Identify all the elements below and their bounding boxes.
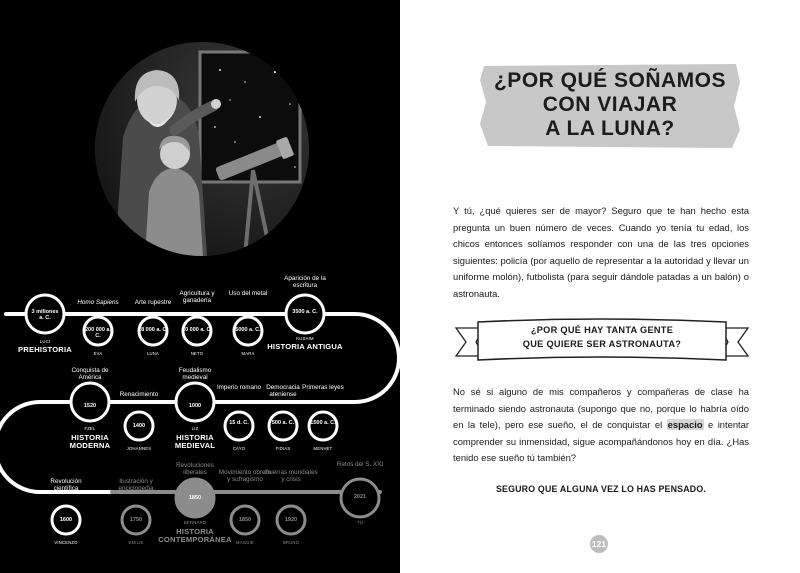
character-name: CAYO: [232, 446, 246, 451]
character-name: LUNA: [147, 351, 159, 356]
chapter-title: [478, 69, 742, 141]
event-label: Primeras leyes: [302, 384, 344, 391]
character-name: LIZ: [191, 426, 199, 431]
era-label: HISTORIA CONTEMPORÁNEA: [158, 527, 232, 544]
event-label: Homo Sapiens: [77, 299, 119, 306]
event-label: Agricultura y ganadería: [179, 290, 215, 304]
event-label: Arte rupestre: [134, 299, 172, 306]
node-date: 15 d. C.: [229, 420, 249, 426]
title-line: A LA LUNA?: [545, 117, 675, 140]
intro-paragraph: Y tú, ¿qué quieres ser de mayor? Seguro que te han hecho esta pregunta un buen número de veces. Cuando yo tenía tu edad, los chicos entonces solíamos responder con una de las tres opciones siguientes: policía (por aquello de representar a la autoridad y llevar un uniforme molón), futbolista (para seguir dándole patadas a un balón) o astronauta.: [453, 205, 749, 299]
character-name: EMILIE: [128, 540, 144, 545]
node-date: 3500 a. C.: [292, 309, 318, 315]
right-page: [400, 0, 800, 573]
event-label: Renacimiento: [119, 391, 159, 398]
node-date: 2021: [353, 494, 367, 500]
event-label: Revolución científica: [50, 478, 82, 492]
section-heading: [454, 323, 750, 351]
character-name: BERNARD: [184, 520, 206, 525]
highlighted-term: espacio: [667, 419, 703, 431]
node-date: 1000: [188, 403, 202, 409]
node-date: 10 000 a. C.: [182, 327, 212, 333]
node-date: 1920: [284, 517, 298, 523]
node-date: 1520: [83, 403, 97, 409]
character-name: LUCI: [39, 339, 51, 344]
node-date: 3 millones a. C.: [31, 309, 59, 322]
character-name: MAGGIE: [236, 540, 254, 545]
event-label: Uso del metal: [228, 290, 268, 297]
character-name: FIDIAS: [275, 446, 291, 451]
node-date: 200 000 a. C.: [85, 327, 111, 340]
second-paragraph: [453, 384, 749, 467]
event-label: Aparición de la escritura: [284, 275, 326, 289]
era-label: HISTORIA MEDIEVAL: [174, 433, 216, 450]
event-label: Revoluciones liberales: [176, 462, 214, 476]
character-name: BRUNO: [282, 540, 300, 545]
event-label: Feudalismo medieval: [178, 367, 212, 381]
node-date: 5000 a. C.: [235, 327, 261, 333]
title-line: CON VIAJAR: [542, 93, 678, 116]
node-date: 1750: [129, 517, 143, 523]
section-banner: [454, 316, 750, 366]
event-label: Ilustración y enciclopedia: [118, 478, 154, 492]
title-line: ¿POR QUÉ SOÑAMOS: [493, 69, 727, 92]
chapter-title-box: [478, 62, 742, 150]
node-date: 1850: [188, 495, 202, 501]
node-date: 18 000 a. C.: [138, 327, 168, 333]
event-label: Retos del S. XXI: [336, 461, 384, 468]
heading-line: QUE QUIERE SER ASTRONAUTA?: [522, 339, 682, 349]
event-label: Movimiento obrero y sufragismo: [218, 469, 272, 483]
paragraph-text: No sé si alguno de mis compañeros y compañeras de clase ha terminado siendo astronauta (supongo que no, porque lo habría oído en la tele), pero ese sueño, el de conquistar el: [453, 386, 749, 431]
character-name: EVA: [93, 351, 103, 356]
character-name: KUSHIM: [296, 336, 314, 341]
character-name: NETO: [190, 351, 204, 356]
node-date: 1850: [238, 517, 252, 523]
event-label: Guerras mundiales y crisis: [264, 469, 318, 483]
era-label: HISTORIA MODERNA: [69, 433, 111, 450]
character-name: MARA: [241, 351, 255, 356]
node-date: 1500 a. C.: [310, 420, 336, 426]
character-name: FZEL: [84, 426, 96, 431]
page-number: 121: [590, 535, 608, 553]
node-date: 500 a. C.: [271, 420, 295, 426]
character-name: TÚ: [357, 520, 363, 525]
node-date: 1400: [132, 423, 146, 429]
node-date: 1600: [59, 517, 73, 523]
event-label: Democracia ateniense: [266, 384, 300, 398]
character-name: VINCENZO: [54, 540, 78, 545]
era-label: PREHISTORIA: [18, 345, 72, 354]
heading-line: ¿POR QUÉ HAY TANTA GENTE: [530, 325, 674, 335]
character-name: JOHANNES: [126, 446, 152, 451]
character-name: MENHET: [313, 446, 333, 451]
paragraph-text: e intentar comprender su inmensidad, sigue acompañándonos hoy en día. ¿Has tenido ese sueño tú también?: [453, 419, 749, 464]
event-label: Conquista de América: [71, 367, 109, 381]
closing-statement: SEGURO QUE ALGUNA VEZ LO HAS PENSADO.: [495, 484, 707, 494]
event-label: Imperio romano: [216, 384, 262, 391]
era-label: HISTORIA ANTIGUA: [267, 342, 343, 351]
